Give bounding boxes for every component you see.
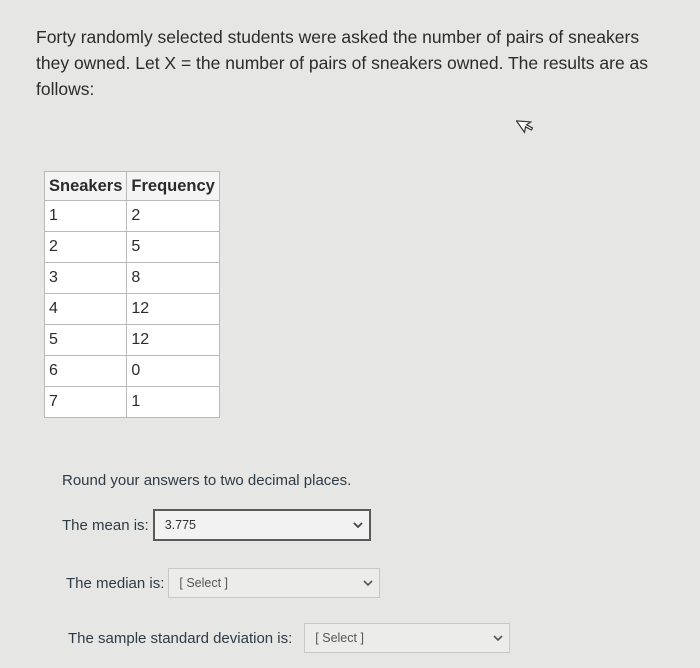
std-dev-selected-value: [ Select ] — [315, 631, 364, 645]
median-select[interactable] — [168, 568, 380, 598]
mean-answer-row — [62, 509, 371, 541]
chevron-down-icon — [493, 634, 503, 642]
median-label: The median is: — [66, 574, 165, 592]
table-row — [45, 232, 220, 263]
frequency-cell: 1 — [127, 387, 219, 418]
frequency-table — [44, 171, 220, 418]
frequency-cell: 5 — [127, 232, 219, 263]
median-selected-value: [ Select ] — [179, 576, 229, 590]
sneakers-cell: 7 — [45, 387, 127, 418]
chevron-down-icon — [363, 579, 373, 587]
sneakers-cell: 5 — [45, 325, 127, 356]
frequency-cell: 2 — [127, 201, 219, 232]
sneakers-cell: 3 — [45, 263, 127, 294]
table-row — [45, 201, 220, 232]
frequency-cell: 12 — [127, 325, 219, 356]
std-dev-answer-row — [68, 623, 510, 653]
table-row — [45, 387, 220, 418]
sneakers-cell: 4 — [45, 294, 127, 325]
mouse-pointer-icon — [516, 114, 536, 134]
median-answer-row — [66, 568, 380, 598]
std-dev-label: The sample standard deviation is: — [68, 629, 293, 647]
std-dev-select[interactable] — [304, 623, 510, 653]
instruction-text: Round your answers to two decimal places. — [62, 472, 352, 489]
table-row — [45, 325, 220, 356]
frequency-cell: 12 — [127, 294, 219, 325]
header-frequency: Frequency — [127, 172, 219, 201]
frequency-cell: 0 — [127, 356, 219, 387]
mean-label: The mean is: — [62, 516, 149, 534]
sneakers-cell: 2 — [45, 232, 127, 263]
table-row — [45, 356, 220, 387]
frequency-cell: 8 — [127, 263, 219, 294]
table-row — [45, 294, 220, 325]
table-header-row — [45, 172, 220, 201]
mean-select[interactable] — [153, 509, 371, 541]
table-row — [45, 263, 220, 294]
sneakers-cell: 1 — [45, 201, 127, 232]
question-text: Forty randomly selected students were asked the number of pairs of sneakers they owned. Let X = the number of pairs of sneakers owned. The results are as follows: — [36, 27, 649, 99]
sneakers-cell: 6 — [45, 356, 127, 387]
chevron-down-icon — [353, 521, 363, 529]
header-sneakers: Sneakers — [45, 172, 127, 201]
mean-selected-value: 3.775 — [164, 518, 196, 532]
